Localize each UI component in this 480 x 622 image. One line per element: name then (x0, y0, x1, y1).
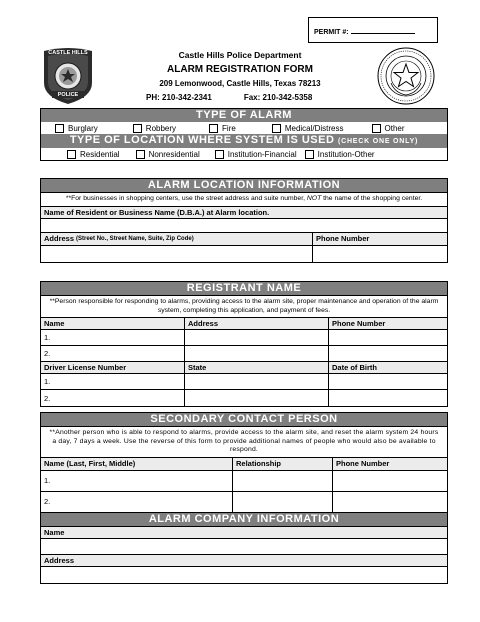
note-emphasis: NOT (306, 195, 322, 202)
phone-number: PH: 210-342-2341 (146, 93, 212, 102)
registrant-address-header: Address (185, 318, 329, 329)
form-header (120, 50, 360, 103)
secondary-phone-field[interactable] (333, 471, 447, 491)
alarm-location-title: ALARM LOCATION INFORMATION (41, 179, 447, 193)
option-nonresidential[interactable] (136, 150, 200, 159)
form-title: ALARM REGISTRATION FORM (167, 64, 313, 75)
table-row (41, 492, 447, 513)
secondary-phone-header: Phone Number (333, 458, 447, 470)
option-label: Fire (222, 123, 236, 133)
permit-line (351, 33, 415, 34)
checkbox[interactable] (133, 124, 142, 133)
row-number: 2. (44, 393, 51, 403)
secondary-name-header: Name (Last, First, Middle) (41, 458, 233, 470)
checkbox[interactable] (215, 150, 224, 159)
option-residential[interactable] (67, 150, 120, 159)
police-badge-logo (40, 45, 96, 105)
alarm-type-options (41, 122, 447, 134)
option-label: Medical/Distress (284, 123, 344, 133)
row-number: 1. (44, 333, 51, 342)
location-address-field[interactable] (41, 246, 313, 262)
note-text: **For businesses in shopping centers, use the street address and suite number, (65, 195, 305, 202)
secondary-name-field[interactable] (41, 471, 233, 491)
registrant-address-field[interactable] (185, 330, 329, 345)
row-number: 2. (44, 349, 51, 358)
option-institution-other[interactable] (305, 150, 375, 159)
state-seal-logo (377, 47, 435, 105)
type-of-location-title (41, 134, 447, 148)
driver-license-field[interactable] (41, 390, 185, 406)
contact-line (120, 92, 360, 103)
driver-license-header: Driver License Number (41, 362, 185, 373)
option-label: Robbery (145, 123, 177, 133)
checkbox[interactable] (305, 150, 314, 159)
company-address-label: Address (41, 555, 447, 566)
alarm-type-section (40, 108, 448, 161)
location-title-note: (CHECK ONE ONLY) (337, 138, 419, 145)
registrant-phone-field[interactable] (329, 330, 447, 345)
type-of-alarm-title: TYPE OF ALARM (41, 109, 447, 122)
table-row (41, 374, 447, 390)
row-number: 1. (44, 377, 51, 386)
company-address-field[interactable] (41, 567, 447, 583)
registrant-name-field[interactable] (41, 330, 185, 345)
table-row (41, 390, 447, 406)
registrant-note: **Person responsible for responding to alarms, providing access to the alarm site, proper maintenance and operation of the alarm system, completing this application, and payment of fees. (41, 296, 447, 318)
state-field[interactable] (185, 374, 329, 389)
option-label: Nonresidential (148, 149, 200, 159)
location-phone-label: Phone Number (313, 233, 447, 245)
alarm-location-note (41, 193, 447, 207)
location-name-field[interactable] (41, 219, 447, 232)
department-address: 209 Lemonwood, Castle Hills, Texas 78213 (159, 79, 321, 88)
checkbox[interactable] (67, 150, 76, 159)
alarm-company-title: ALARM COMPANY INFORMATION (41, 513, 447, 527)
option-label: Burglary (68, 123, 98, 133)
location-phone-field[interactable] (313, 246, 447, 262)
location-title-text: TYPE OF LOCATION WHERE SYSTEM IS USED (69, 134, 335, 146)
date-of-birth-field[interactable] (329, 374, 447, 389)
relationship-field[interactable] (233, 471, 333, 491)
secondary-contact-note: **Another person who is able to respond to alarms, provide access to the alarm site, and reset the alarm system 24 hours a day, 7 days a week. Use the reverse of this form to provide additional names of people who would also be available to respond. (41, 427, 447, 458)
fax-number: Fax: 210-342-5358 (243, 93, 313, 102)
option-institution-financial[interactable] (215, 150, 297, 159)
registrant-section (40, 281, 448, 407)
badge-top-text: CASTLE HILLS (48, 50, 88, 56)
date-of-birth-header: Date of Birth (329, 362, 447, 373)
location-address-label (41, 233, 313, 245)
registrant-name-field[interactable] (41, 346, 185, 361)
table-row (41, 471, 447, 492)
date-of-birth-field[interactable] (329, 390, 447, 406)
permit-label: PERMIT #: (314, 29, 349, 36)
option-burglary[interactable] (55, 124, 98, 133)
secondary-phone-field[interactable] (333, 492, 447, 512)
state-field[interactable] (185, 390, 329, 406)
registrant-phone-header: Phone Number (329, 318, 447, 329)
registrant-address-field[interactable] (185, 346, 329, 361)
badge-bottom-text: POLICE (57, 92, 79, 98)
table-row (41, 330, 447, 346)
department-name: Castle Hills Police Department (178, 50, 302, 60)
option-robbery[interactable] (133, 124, 176, 133)
option-label: Residential (80, 149, 120, 159)
company-name-label: Name (41, 527, 447, 538)
table-row (41, 346, 447, 362)
secondary-name-field[interactable] (41, 492, 233, 512)
relationship-header: Relationship (233, 458, 333, 470)
option-label: Other (384, 123, 405, 133)
registrant-name-header: Name (41, 318, 185, 329)
checkbox[interactable] (55, 124, 64, 133)
label-subtext: (Street No., Street Name, Suite, Zip Code) (76, 235, 194, 242)
alarm-location-section (40, 178, 448, 263)
location-type-options (41, 148, 447, 160)
checkbox[interactable] (136, 150, 145, 159)
registrant-title: REGISTRANT NAME (41, 282, 447, 296)
label-text: Address (44, 234, 75, 243)
option-label: Institution-Other (317, 149, 375, 159)
option-fire[interactable] (209, 124, 236, 133)
location-name-label: Name of Resident or Business Name (D.B.A.) at Alarm location. (41, 207, 447, 218)
note-text: the name of the shopping center. (323, 195, 423, 202)
row-number: 1. (44, 476, 51, 485)
company-name-field[interactable] (41, 539, 447, 554)
row-number: 2. (44, 497, 51, 506)
driver-license-field[interactable] (41, 374, 185, 389)
option-medical[interactable] (272, 124, 344, 133)
state-header: State (185, 362, 329, 373)
registrant-phone-field[interactable] (329, 346, 447, 361)
checkbox[interactable] (272, 124, 281, 133)
option-other[interactable] (372, 124, 405, 133)
secondary-contact-title: SECONDARY CONTACT PERSON (41, 413, 447, 427)
checkbox[interactable] (372, 124, 381, 133)
checkbox[interactable] (209, 124, 218, 133)
option-label: Institution-Financial (227, 149, 297, 159)
secondary-contact-section (40, 412, 448, 584)
relationship-field[interactable] (233, 492, 333, 512)
permit-number-box[interactable] (308, 17, 438, 43)
